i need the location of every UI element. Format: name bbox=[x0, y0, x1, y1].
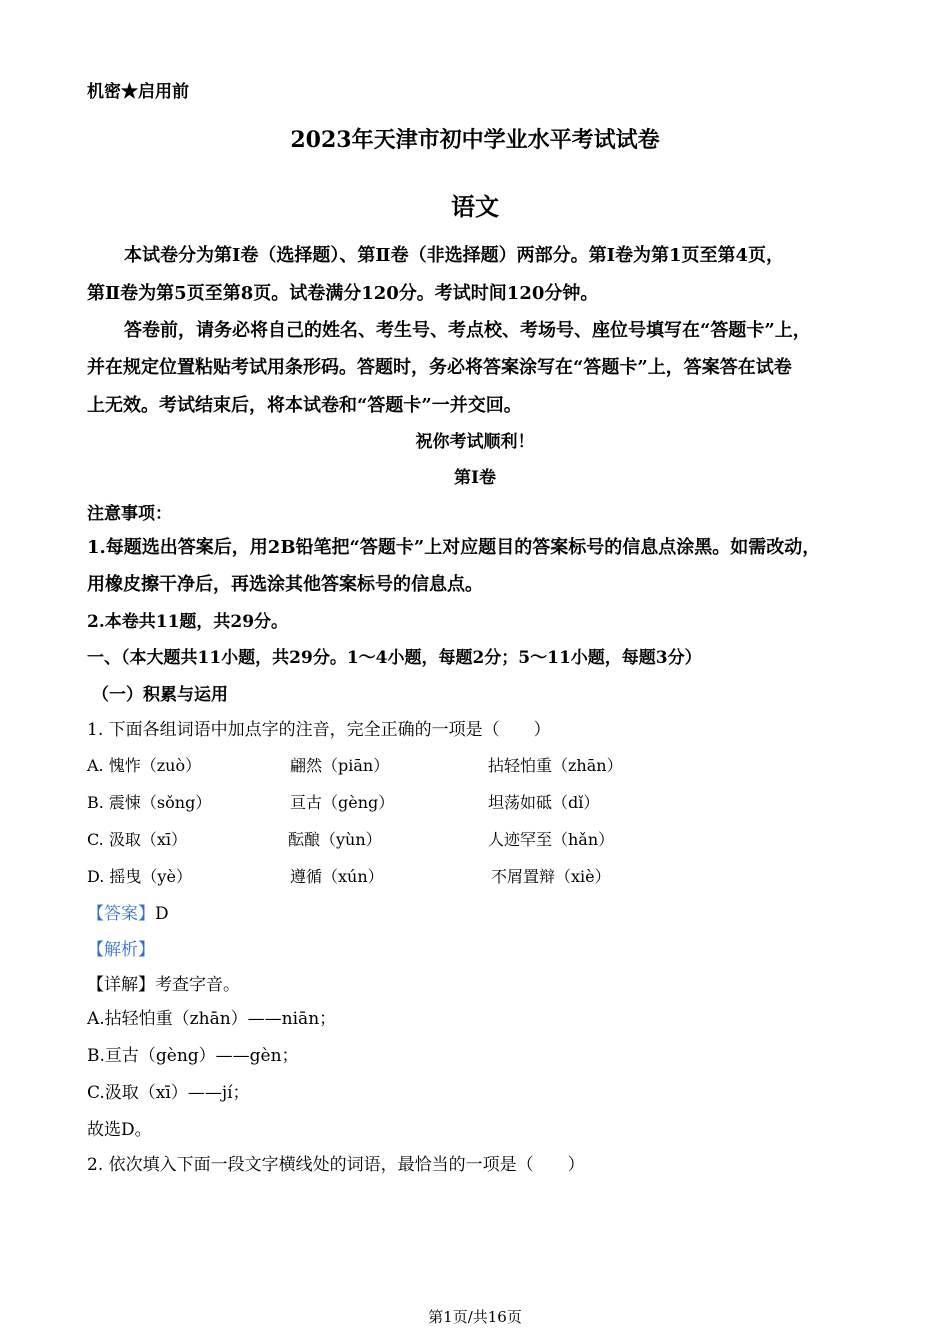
question-2-stem: 2. 依次填入下面一段文字横线处的词语，最恰当的一项是（ ） bbox=[87, 1155, 585, 1175]
answer-line bbox=[87, 903, 169, 925]
volume-label: 第Ⅰ卷 bbox=[454, 468, 496, 488]
q1-option-d-word2: 遵循（xún） bbox=[290, 867, 384, 886]
q1-option-a-word3: 拈轻怕重（zhān） bbox=[488, 756, 623, 775]
q1-option-d-word1: D. 摇曳（yè） bbox=[87, 867, 192, 886]
conclusion-line: 故选D。 bbox=[87, 1120, 152, 1140]
subsection-heading: （一）积累与运用 bbox=[92, 685, 228, 705]
good-luck-line: 祝你考试顺利！ bbox=[415, 432, 535, 452]
q1-option-b-word3: 坦荡如砥（dǐ） bbox=[488, 793, 600, 812]
answer-value: D bbox=[155, 904, 169, 924]
detail-item-c: C.汲取（xī）——jí； bbox=[87, 1083, 250, 1103]
q1-option-a-word1: A. 愧怍（zuò） bbox=[87, 756, 202, 775]
detail-heading: 【详解】考查字音。 bbox=[87, 975, 240, 995]
q1-option-c-word3: 人迹罕至（hǎn） bbox=[488, 830, 615, 849]
note-1-line1: 1.每题选出答案后，用2B铅笔把“答题卡”上对应题目的答案标号的信息点涂黑。如需改动， bbox=[87, 537, 821, 558]
q1-option-d-word3: 不屑置辩（xiè） bbox=[491, 867, 611, 886]
intro-p2-line3: 上无效。考试结束后，将本试卷和“答题卡”一并交回。 bbox=[87, 395, 522, 416]
question-1-stem: 1. 下面各组词语中加点字的注音，完全正确的一项是（ ） bbox=[87, 720, 551, 740]
page-footer: 第1页/共16页 bbox=[428, 1308, 522, 1326]
intro-p2-line1: 答卷前，请务必将自己的姓名、考生号、考点校、考场号、座位号填写在“答题卡”上， bbox=[124, 320, 811, 341]
q1-option-a-word2: 翩然（piān） bbox=[290, 756, 390, 775]
intro-p1-line1: 本试卷分为第Ⅰ卷（选择题）、第Ⅱ卷（非选择题）两部分。第Ⅰ卷为第1页至第4页， bbox=[124, 245, 785, 266]
q1-option-b-word2: 亘古（gèng） bbox=[290, 793, 395, 812]
detail-item-b: B.亘古（gèng）——gèn； bbox=[87, 1046, 299, 1066]
subject-title: 语文 bbox=[451, 192, 499, 221]
exam-title: 2023年天津市初中学业水平考试试卷 bbox=[290, 127, 660, 153]
answer-tag: 【答案】 bbox=[87, 904, 155, 924]
intro-p2-line2: 并在规定位置粘贴考试用条形码。答题时，务必将答案涂写在“答题卡”上，答案答在试卷 bbox=[87, 357, 792, 378]
section-heading: 一、（本大题共11小题，共29分。1～4小题，每题2分；5～11小题，每题3分） bbox=[87, 648, 702, 668]
detail-item-a: A.拈轻怕重（zhān）——niān； bbox=[87, 1009, 337, 1029]
q1-option-c-word2: 酝酿（yùn） bbox=[288, 830, 382, 849]
note-2: 2.本卷共11题，共29分。 bbox=[87, 612, 289, 632]
confidential-mark: 机密★启用前 bbox=[87, 82, 189, 102]
analysis-tag: 【解析】 bbox=[87, 940, 155, 960]
intro-p1-line2: 第Ⅱ卷为第5页至第8页。试卷满分120分。考试时间120分钟。 bbox=[87, 283, 599, 304]
notes-heading: 注意事项： bbox=[87, 504, 172, 524]
note-1-line2: 用橡皮擦干净后，再选涂其他答案标号的信息点。 bbox=[87, 574, 483, 595]
q1-option-c-word1: C. 汲取（xī） bbox=[87, 830, 187, 849]
q1-option-b-word1: B. 震悚（sǒng） bbox=[87, 793, 212, 812]
